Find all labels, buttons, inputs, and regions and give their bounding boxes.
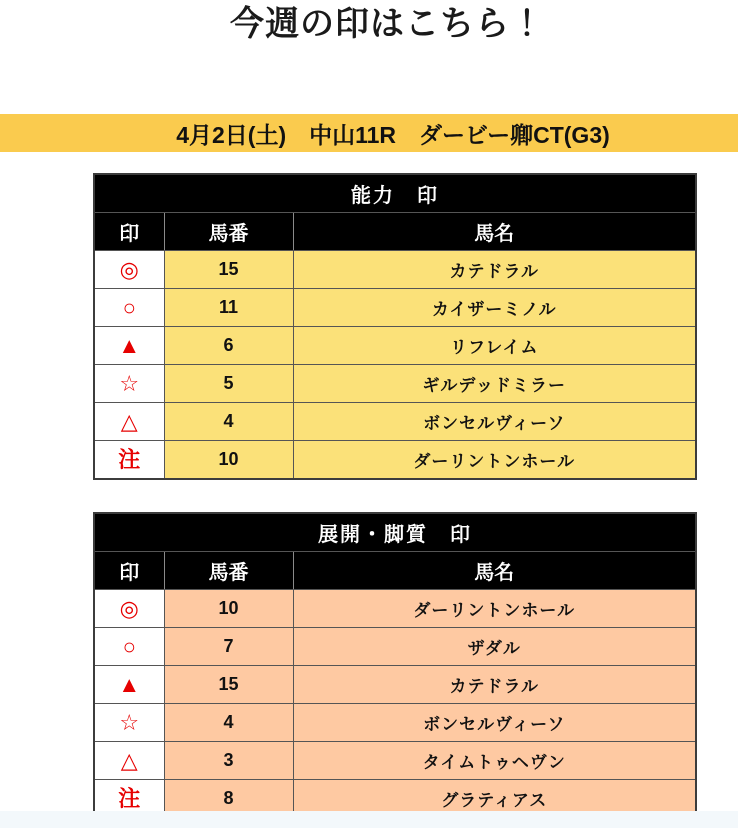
horse-number-cell: 3 [164,742,293,780]
horse-name-cell: ザダル [293,628,696,666]
table-row [94,704,696,742]
table-title: 展開・脚質 印 [94,513,696,552]
column-header-row [94,552,696,590]
horse-number-cell: 8 [164,780,293,819]
horse-number-cell: 15 [164,666,293,704]
horse-number-cell: 11 [164,289,293,327]
horse-name-cell: グラティアス [293,780,696,819]
horse-name-cell: リフレイム [293,327,696,365]
table-row [94,590,696,628]
table-row [94,742,696,780]
mark-cell: △ [94,742,164,780]
table-row [94,327,696,365]
mark-cell: ◎ [94,590,164,628]
mark-cell: ○ [94,628,164,666]
pace-style-marks-table [93,512,697,819]
table-row [94,403,696,441]
table-row [94,666,696,704]
column-header-horse-number: 馬番 [164,213,293,251]
mark-cell: 注 [94,780,164,819]
column-header-mark: 印 [94,213,164,251]
page-title: 今週の印はこちら！ [230,5,545,43]
horse-name-cell: ダーリントンホール [293,441,696,480]
table-row [94,365,696,403]
column-header-horse-number: 馬番 [164,552,293,590]
horse-number-cell: 4 [164,704,293,742]
race-banner [0,114,738,152]
horse-number-cell: 5 [164,365,293,403]
horse-number-cell: 7 [164,628,293,666]
mark-cell: ▲ [94,666,164,704]
mark-cell: ○ [94,289,164,327]
mark-cell: ◎ [94,251,164,289]
column-header-horse-name: 馬名 [293,213,696,251]
mark-cell: ▲ [94,327,164,365]
mark-cell: ☆ [94,704,164,742]
column-header-mark: 印 [94,552,164,590]
horse-name-cell: ボンセルヴィーソ [293,704,696,742]
column-header-row [94,213,696,251]
mark-cell: ☆ [94,365,164,403]
horse-name-cell: カテドラル [293,666,696,704]
horse-number-cell: 6 [164,327,293,365]
race-banner-text: 4月2日(土) 中山11R ダービー卿CT(G3) [176,121,610,148]
horse-name-cell: カテドラル [293,251,696,289]
table-row [94,441,696,480]
table-title-row [94,174,696,213]
horse-name-cell: タイムトゥヘヴン [293,742,696,780]
mark-cell: 注 [94,441,164,480]
mark-cell: △ [94,403,164,441]
horse-number-cell: 15 [164,251,293,289]
horse-name-cell: ダーリントンホール [293,590,696,628]
horse-number-cell: 10 [164,441,293,480]
horse-name-cell: ボンセルヴィーソ [293,403,696,441]
horse-number-cell: 4 [164,403,293,441]
table-row [94,251,696,289]
horse-name-cell: カイザーミノル [293,289,696,327]
horse-number-cell: 10 [164,590,293,628]
bottom-strip [0,811,738,828]
table-row [94,628,696,666]
table-row [94,289,696,327]
column-header-horse-name: 馬名 [293,552,696,590]
table-title-row [94,513,696,552]
table-title: 能力 印 [94,174,696,213]
horse-name-cell: ギルデッドミラー [293,365,696,403]
ability-marks-table [93,173,697,480]
